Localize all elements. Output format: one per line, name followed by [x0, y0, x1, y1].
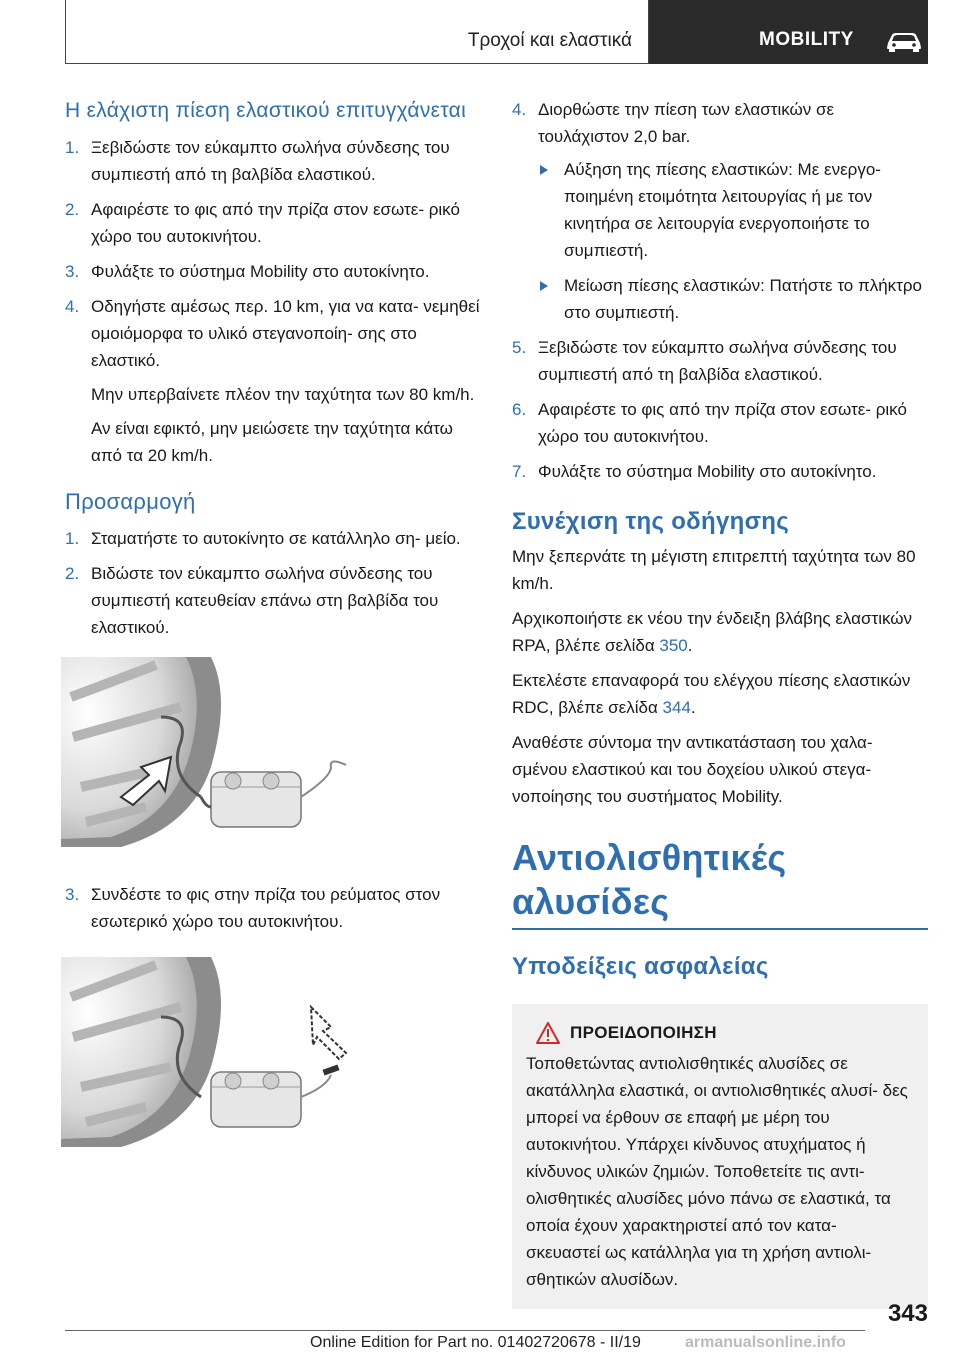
car-icon: [884, 29, 924, 53]
illustration-compressor-plug: [61, 957, 351, 1147]
footer-watermark: armanualsonline.info: [685, 1334, 846, 1351]
steps-list-b: [65, 525, 480, 641]
step-note: Μην υπερβαίνετε πλέον την ταχύτητα των 80 km/h.: [91, 385, 475, 404]
warning-header: [526, 1022, 914, 1046]
section-label: MOBILITY: [759, 29, 854, 50]
paragraph: Αρχικοποιήστε εκ νέου την ένδειξη βλάβης ελαστικών RPA, βλέπε σελίδα 350.: [512, 609, 913, 655]
list-item: 3. Φυλάξτε το σύστημα Mobility στο αυτοκίνητο.: [65, 262, 430, 281]
steps-list-a: [65, 134, 480, 469]
list-item: 4. Διορθώστε την πίεση των ελαστικών σε τουλάχιστον 2,0 bar. Αύξηση της πίεσης ελαστικών: Με ενεργο‐ ποιημένη ετοιμότητα λειτουργίας ή με τον κινητήρα σε λειτουργία ενεργοποιήστε το συμπιεστή. Μείωση πίεσης ελαστικών: Πατήστε το πλήκτρο στο συμπιεστή.: [512, 96, 928, 326]
sub-bullets: [538, 156, 928, 326]
chapter-title: Τροχοί και ελαστικά: [467, 30, 632, 51]
triangle-bullet-icon: [540, 281, 548, 291]
warning-text: Τοποθετώντας αντιολισθητικές αλυσίδες σε ακατάλληλα ελαστικά, οι αντιολισθητικές αλυσί‐ δες μπορεί να έρθουν σε επαφή με μέρη του αυτοκινήτου. Υπάρχει κίνδυνος ατυχήματος ή κίνδυνος υλικών ζημιών. Τοποθετείτε τις αντι‐ ολισθητικές αλυσίδες μόνο πάνω σε ελαστικά, τα οποία έχουν χαρακτηριστεί από τον κατα‐ σκευαστεί ως κατάλληλα για τη χρήση αντιολι‐ σθητικών αλυσίδων.: [526, 1054, 908, 1289]
bullet-item: Αύξηση της πίεσης ελαστικών: Με ενεργο‐ ποιημένη ετοιμότητα λειτουργίας ή με τον κινητήρα σε λειτουργία ενεργοποιήστε το συμπιεστή.: [538, 156, 928, 264]
page-link-344[interactable]: 344: [662, 698, 691, 717]
paragraph: Αναθέστε σύντομα την αντικατάσταση του χαλα‐ σμένου ελαστικού και του δοχείου υλικού στεγα‐ νοποίησης του συστήματος Mobility.: [512, 733, 873, 806]
left-column: [65, 96, 480, 1147]
list-item: 2. Βιδώστε τον εύκαμπτο σωλήνα σύνδεσης του συμπιεστή κατευθείαν επάνω στη βαλβίδα του ελαστικού.: [65, 564, 439, 637]
heading-adapt: Προσαρμογή: [65, 489, 196, 514]
page-header: [65, 0, 928, 66]
footer-edition: Online Edition for Part no. 01402720678 - II/19: [310, 1334, 641, 1351]
list-item: 5. Ξεβιδώστε τον εύκαμπτο σωλήνα σύνδεσης του συμπιεστή από τη βαλβίδα ελαστικού.: [512, 338, 897, 384]
right-column: [512, 96, 928, 1309]
paragraph: Εκτελέστε επαναφορά του ελέγχου πίεσης ελαστικών RDC, βλέπε σελίδα 344.: [512, 671, 911, 717]
triangle-bullet-icon: [540, 165, 548, 175]
steps-list-right-a: [512, 96, 928, 485]
footer-rule: [65, 1330, 865, 1331]
warning-title: ΠΡΟΕΙΔΟΠΟΙΗΣΗ: [570, 1023, 717, 1042]
bullet-item: Μείωση πίεσης ελαστικών: Πατήστε το πλήκτρο στο συμπιεστή.: [538, 272, 928, 326]
list-item: 2. Αφαιρέστε το φις από την πρίζα στον εσωτε‐ ρικό χώρο του αυτοκινήτου.: [65, 200, 460, 246]
list-item: 1. Ξεβιδώστε τον εύκαμπτο σωλήνα σύνδεσης του συμπιεστή από τη βαλβίδα ελαστικού.: [65, 138, 450, 184]
warning-box: [512, 1004, 928, 1309]
heading-rule: [512, 928, 928, 930]
paragraph: Μην ξεπερνάτε τη μέγιστη επιτρεπτή ταχύτητα των 80 km/h.: [512, 547, 916, 593]
steps-list-b-cont: [65, 881, 480, 935]
page-link-350[interactable]: 350: [659, 636, 688, 655]
step-note: Αν είναι εφικτό, μην μειώσετε την ταχύτητα κάτω από τα 20 km/h.: [91, 419, 453, 465]
heading-min-pressure: Η ελάχιστη πίεση ελαστικού επιτυγχάνεται: [65, 99, 467, 122]
heading-safety-notes: Υποδείξεις ασφαλείας: [512, 953, 769, 980]
section-tab: [649, 0, 928, 64]
page-number: 343: [887, 1300, 928, 1327]
heading-snow-chains: Αντιολισθητικές αλυσίδες: [512, 837, 787, 922]
list-item: 4. Οδηγήστε αμέσως περ. 10 km, για να κατα‐ νεμηθεί ομοιόμορφα το υλικό στεγανοποίη‐ σης στο ελαστικό. Μην υπερβαίνετε πλέον την ταχύτητα των 80 km/h. Αν είναι εφικτό, μην μειώσετε την ταχύτητα κάτω από τα 20 km/h.: [65, 293, 480, 469]
list-item: 3. Συνδέστε το φις στην πρίζα του ρεύματος στον εσωτερικό χώρο του αυτοκινήτου.: [65, 885, 441, 931]
illustration-compressor-valve: [61, 657, 351, 847]
heading-continue-driving: Συνέχιση της οδήγησης: [512, 508, 790, 535]
list-item: 1. Σταματήστε το αυτοκίνητο σε κατάλληλο ση‐ μείο.: [65, 529, 461, 548]
list-item: 6. Αφαιρέστε το φις από την πρίζα στον εσωτε‐ ρικό χώρο του αυτοκινήτου.: [512, 400, 907, 446]
warning-triangle-icon: [536, 1022, 560, 1044]
list-item: 7. Φυλάξτε το σύστημα Mobility στο αυτοκίνητο.: [512, 462, 877, 481]
chapter-box: [65, 0, 649, 64]
